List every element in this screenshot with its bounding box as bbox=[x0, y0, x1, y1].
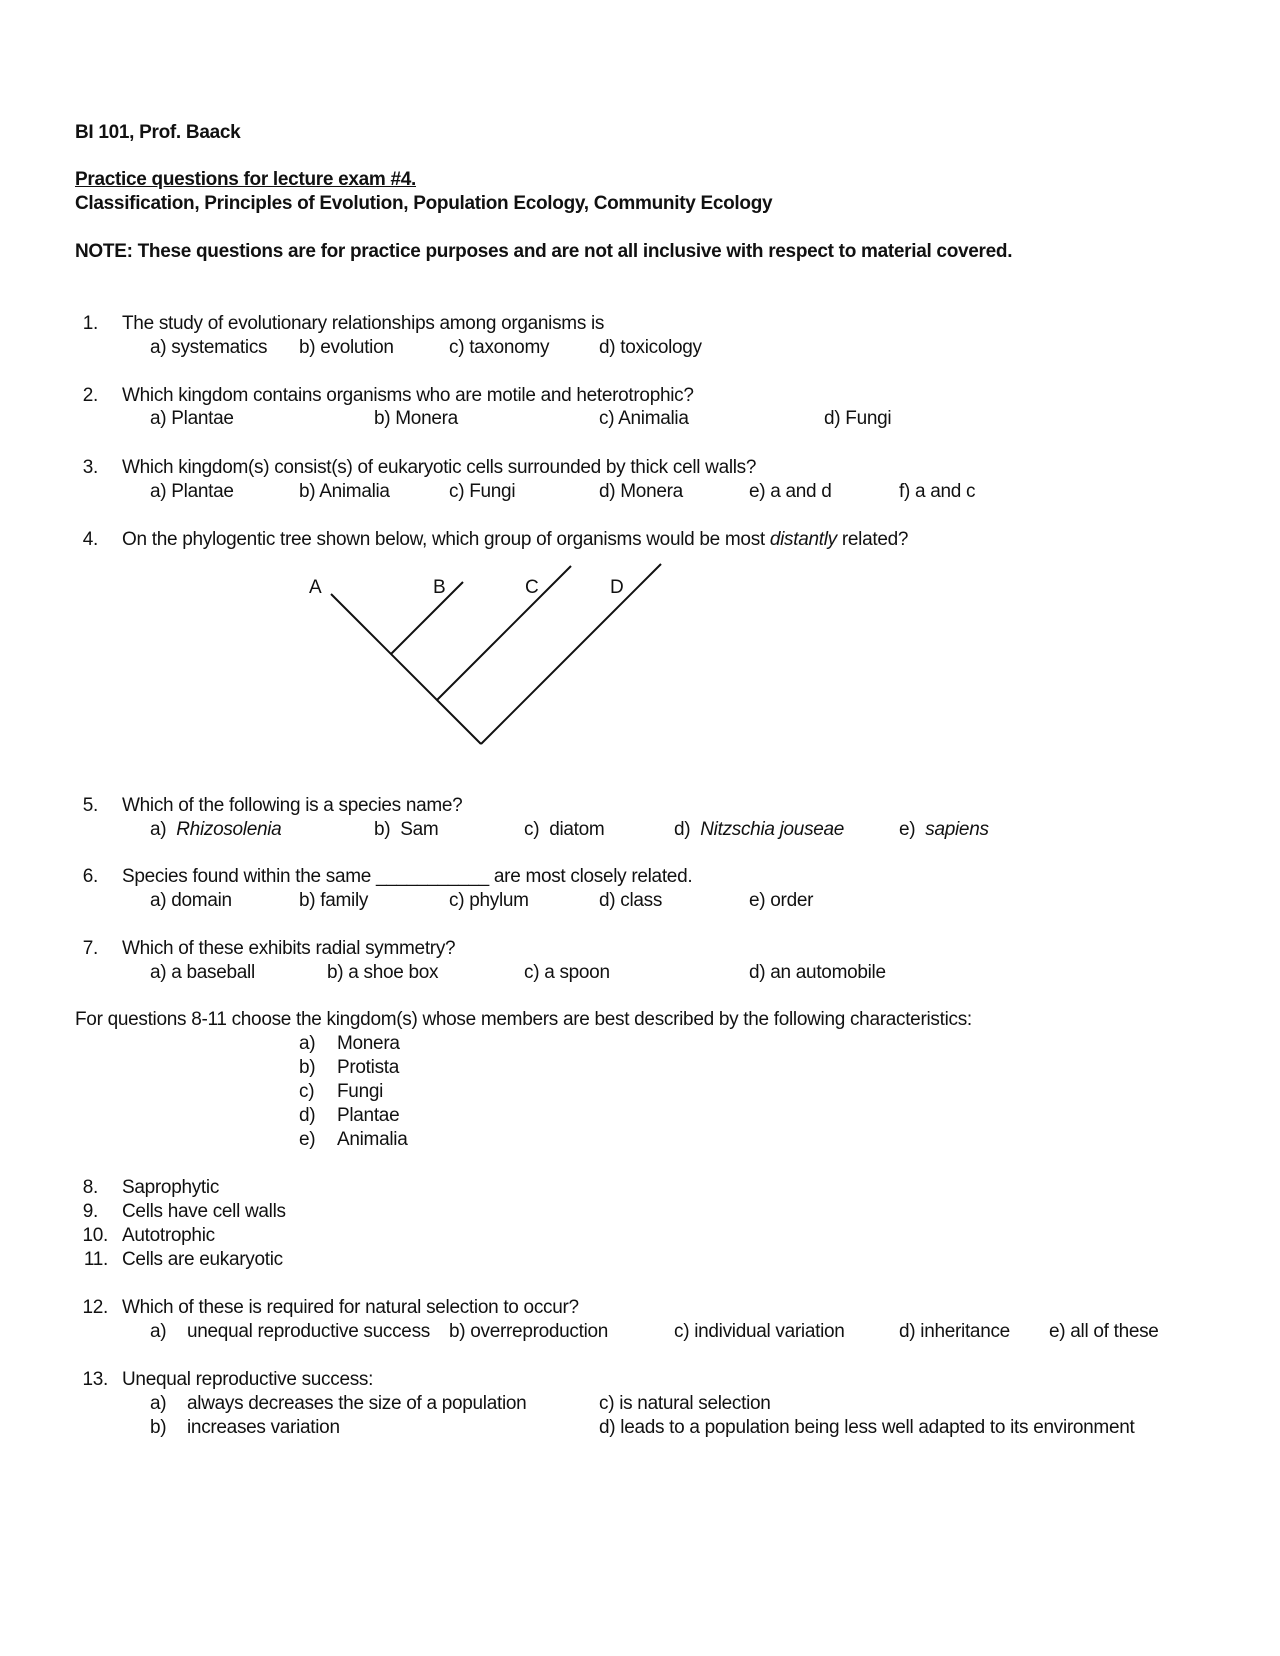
branch-b bbox=[391, 582, 463, 654]
choice-text: Fungi bbox=[337, 1081, 384, 1102]
option-b: b) a shoe box bbox=[327, 962, 439, 983]
option-b: b) family bbox=[299, 890, 369, 911]
option-a-text: always decreases the size of a population bbox=[187, 1393, 527, 1414]
choice-letter: b) bbox=[299, 1057, 316, 1078]
item-number: 9. bbox=[82, 1201, 98, 1222]
option-b: b) evolution bbox=[299, 337, 394, 358]
question-number: 12. bbox=[82, 1297, 108, 1318]
option-d: d) Monera bbox=[599, 481, 683, 502]
option-a-letter: a) bbox=[150, 1393, 167, 1414]
item-text: Cells have cell walls bbox=[122, 1201, 286, 1222]
branch-a bbox=[331, 594, 481, 744]
option-d: d) Nitzschia jouseae bbox=[674, 819, 845, 840]
item-number: 10. bbox=[82, 1225, 108, 1246]
option-b-letter: b) bbox=[150, 1417, 167, 1438]
option-e: e) all of these bbox=[1049, 1321, 1159, 1342]
option-d: d) class bbox=[599, 890, 663, 911]
choice-letter: d) bbox=[299, 1105, 316, 1126]
item-number: 11. bbox=[83, 1249, 108, 1270]
question-number: 5. bbox=[82, 795, 98, 816]
option-a: a) domain bbox=[150, 890, 232, 911]
option-d: d) an automobile bbox=[749, 962, 886, 983]
choice-letter: e) bbox=[299, 1129, 316, 1150]
question-text: Which of these exhibits radial symmetry? bbox=[122, 938, 456, 959]
option-e: e) order bbox=[749, 890, 814, 911]
option-c: c) Animalia bbox=[599, 408, 689, 429]
question-number: 3. bbox=[82, 457, 98, 478]
item-number: 8. bbox=[82, 1177, 98, 1198]
choice-text: Monera bbox=[337, 1033, 400, 1054]
choice-letter: c) bbox=[299, 1081, 315, 1102]
option-d: d) leads to a population being less well adapted to its environment bbox=[599, 1417, 1135, 1438]
option-b: b) Sam bbox=[374, 819, 439, 840]
option-a-letter: a) bbox=[150, 1321, 167, 1342]
option-d: d) toxicology bbox=[599, 337, 702, 358]
option-e: e) a and d bbox=[749, 481, 832, 502]
branch-d bbox=[481, 564, 661, 744]
question-text: The study of evolutionary relationships among organisms is bbox=[122, 313, 605, 334]
option-a: a) Rhizosolenia bbox=[150, 819, 282, 840]
option-c: c) phylum bbox=[449, 890, 529, 911]
tree-label-b: B bbox=[433, 577, 446, 598]
course-title: BI 101, Prof. Baack bbox=[75, 122, 241, 143]
option-c: c) Fungi bbox=[449, 481, 516, 502]
question-number: 4. bbox=[82, 529, 98, 550]
question-text: Which of the following is a species name? bbox=[122, 795, 463, 816]
question-number: 6. bbox=[82, 866, 98, 887]
option-a-text: unequal reproductive success bbox=[187, 1321, 430, 1342]
question-number: 13. bbox=[82, 1369, 108, 1390]
question-text: Species found within the same ___________ are most closely related. bbox=[122, 866, 693, 887]
item-text: Autotrophic bbox=[122, 1225, 215, 1246]
option-a: a) a baseball bbox=[150, 962, 255, 983]
phylogenetic-tree bbox=[0, 0, 1280, 760]
choice-text: Animalia bbox=[337, 1129, 408, 1150]
emphasis-word: distantly bbox=[769, 529, 837, 550]
question-text: Which kingdom contains organisms who are motile and heterotrophic? bbox=[122, 385, 694, 406]
option-c: c) diatom bbox=[524, 819, 605, 840]
option-b: b) overreproduction bbox=[449, 1321, 609, 1342]
option-a: a) Plantae bbox=[150, 408, 234, 429]
option-b: b) Monera bbox=[374, 408, 458, 429]
option-b-text: increases variation bbox=[187, 1417, 340, 1438]
option-a: a) Plantae bbox=[150, 481, 234, 502]
block-intro: For questions 8-11 choose the kingdom(s) whose members are best described by the following characteristics: bbox=[75, 1009, 972, 1030]
option-c: c) individual variation bbox=[674, 1321, 845, 1342]
question-number: 7. bbox=[82, 938, 98, 959]
topics-line: Classification, Principles of Evolution, Population Ecology, Community Ecology bbox=[75, 193, 773, 214]
choice-text: Protista bbox=[337, 1057, 400, 1078]
option-c: c) is natural selection bbox=[599, 1393, 771, 1414]
option-c: c) taxonomy bbox=[449, 337, 550, 358]
question-text: Unequal reproductive success: bbox=[122, 1369, 374, 1390]
tree-label-a: A bbox=[309, 577, 322, 598]
option-d: d) inheritance bbox=[899, 1321, 1010, 1342]
item-text: Cells are eukaryotic bbox=[122, 1249, 283, 1270]
branch-c bbox=[437, 566, 571, 700]
question-number: 1. bbox=[82, 313, 98, 334]
choice-text: Plantae bbox=[337, 1105, 400, 1126]
option-e: e) sapiens bbox=[899, 819, 989, 840]
question-text: Which kingdom(s) consist(s) of eukaryotic cells surrounded by thick cell walls? bbox=[122, 457, 757, 478]
item-text: Saprophytic bbox=[122, 1177, 220, 1198]
option-d: d) Fungi bbox=[824, 408, 892, 429]
question-number: 2. bbox=[82, 385, 98, 406]
tree-label-c: C bbox=[525, 577, 539, 598]
question-text: Which of these is required for natural selection to occur? bbox=[122, 1297, 579, 1318]
option-f: f) a and c bbox=[899, 481, 976, 502]
document-title: Practice questions for lecture exam #4. bbox=[75, 169, 417, 190]
option-c: c) a spoon bbox=[524, 962, 610, 983]
question-text: On the phylogentic tree shown below, which group of organisms would be most distantly related? bbox=[122, 529, 909, 550]
tree-label-d: D bbox=[610, 577, 624, 598]
note-line: NOTE: These questions are for practice purposes and are not all inclusive with respect to material covered. bbox=[75, 241, 1013, 262]
option-b: b) Animalia bbox=[299, 481, 390, 502]
option-a: a) systematics bbox=[150, 337, 268, 358]
choice-letter: a) bbox=[299, 1033, 316, 1054]
